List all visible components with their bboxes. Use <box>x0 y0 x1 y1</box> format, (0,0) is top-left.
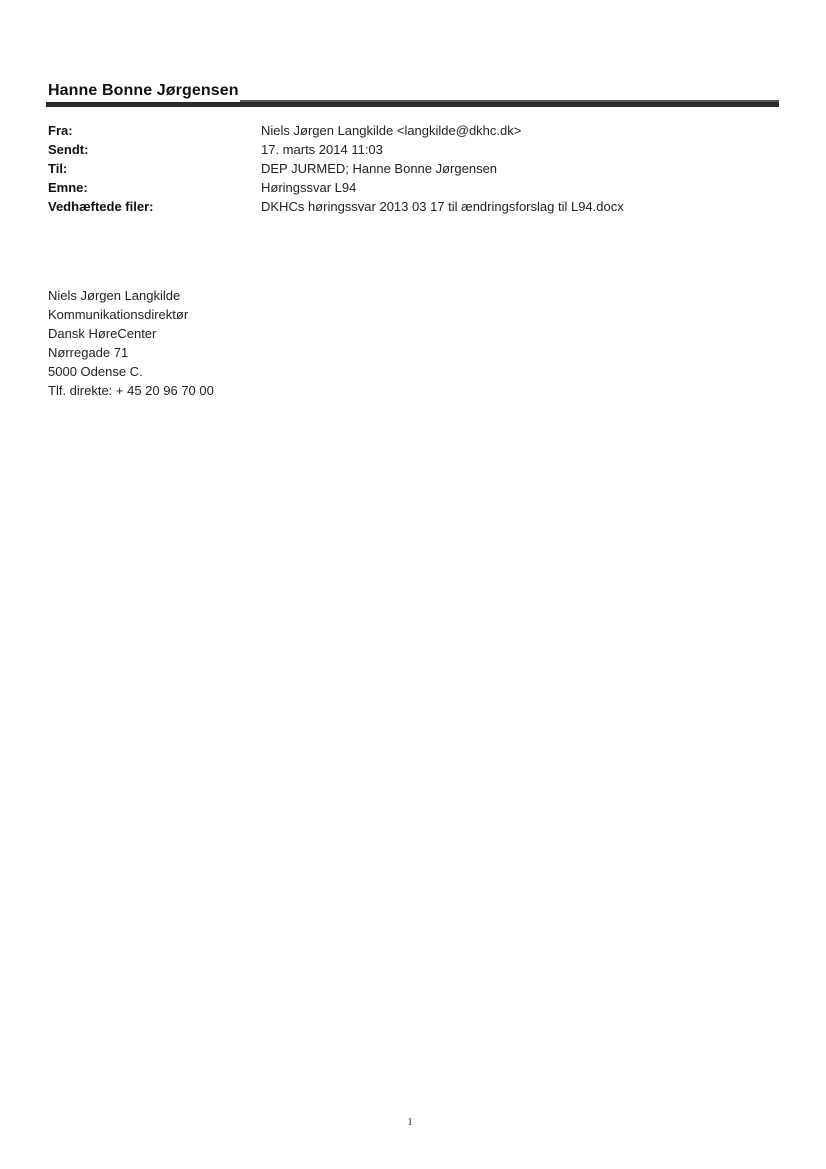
signature-phone: Tlf. direkte: + 45 20 96 70 00 <box>48 383 214 398</box>
field-row-from <box>48 121 624 140</box>
field-row-subject <box>48 178 624 197</box>
attachments-label: Vedhæftede filer: <box>48 199 154 214</box>
attachments-value: DKHCs høringssvar 2013 03 17 til ændringsforslag til L94.docx <box>261 199 624 214</box>
signature-city: 5000 Odense C. <box>48 364 143 379</box>
sent-value: 17. marts 2014 11:03 <box>261 142 383 157</box>
email-signature <box>48 286 214 400</box>
from-label: Fra: <box>48 123 73 138</box>
signature-street: Nørregade 71 <box>48 345 129 360</box>
from-value: Niels Jørgen Langkilde <langkilde@dkhc.dk> <box>261 123 522 138</box>
header-divider <box>46 102 779 107</box>
mailbox-owner-name: Hanne Bonne Jørgensen <box>48 82 239 99</box>
signature-name: Niels Jørgen Langkilde <box>48 288 181 303</box>
field-row-to <box>48 159 624 178</box>
subject-label: Emne: <box>48 180 88 195</box>
signature-title: Kommunikationsdirektør <box>48 307 189 322</box>
to-value: DEP JURMED; Hanne Bonne Jørgensen <box>261 161 498 176</box>
signature-company: Dansk HøreCenter <box>48 326 157 341</box>
field-row-sent <box>48 140 624 159</box>
field-row-attachments <box>48 197 624 216</box>
sent-label: Sendt: <box>48 142 89 157</box>
to-label: Til: <box>48 161 68 176</box>
email-header-fields <box>48 121 624 216</box>
subject-value: Høringssvar L94 <box>261 180 357 195</box>
page-number: 1 <box>407 1116 413 1128</box>
